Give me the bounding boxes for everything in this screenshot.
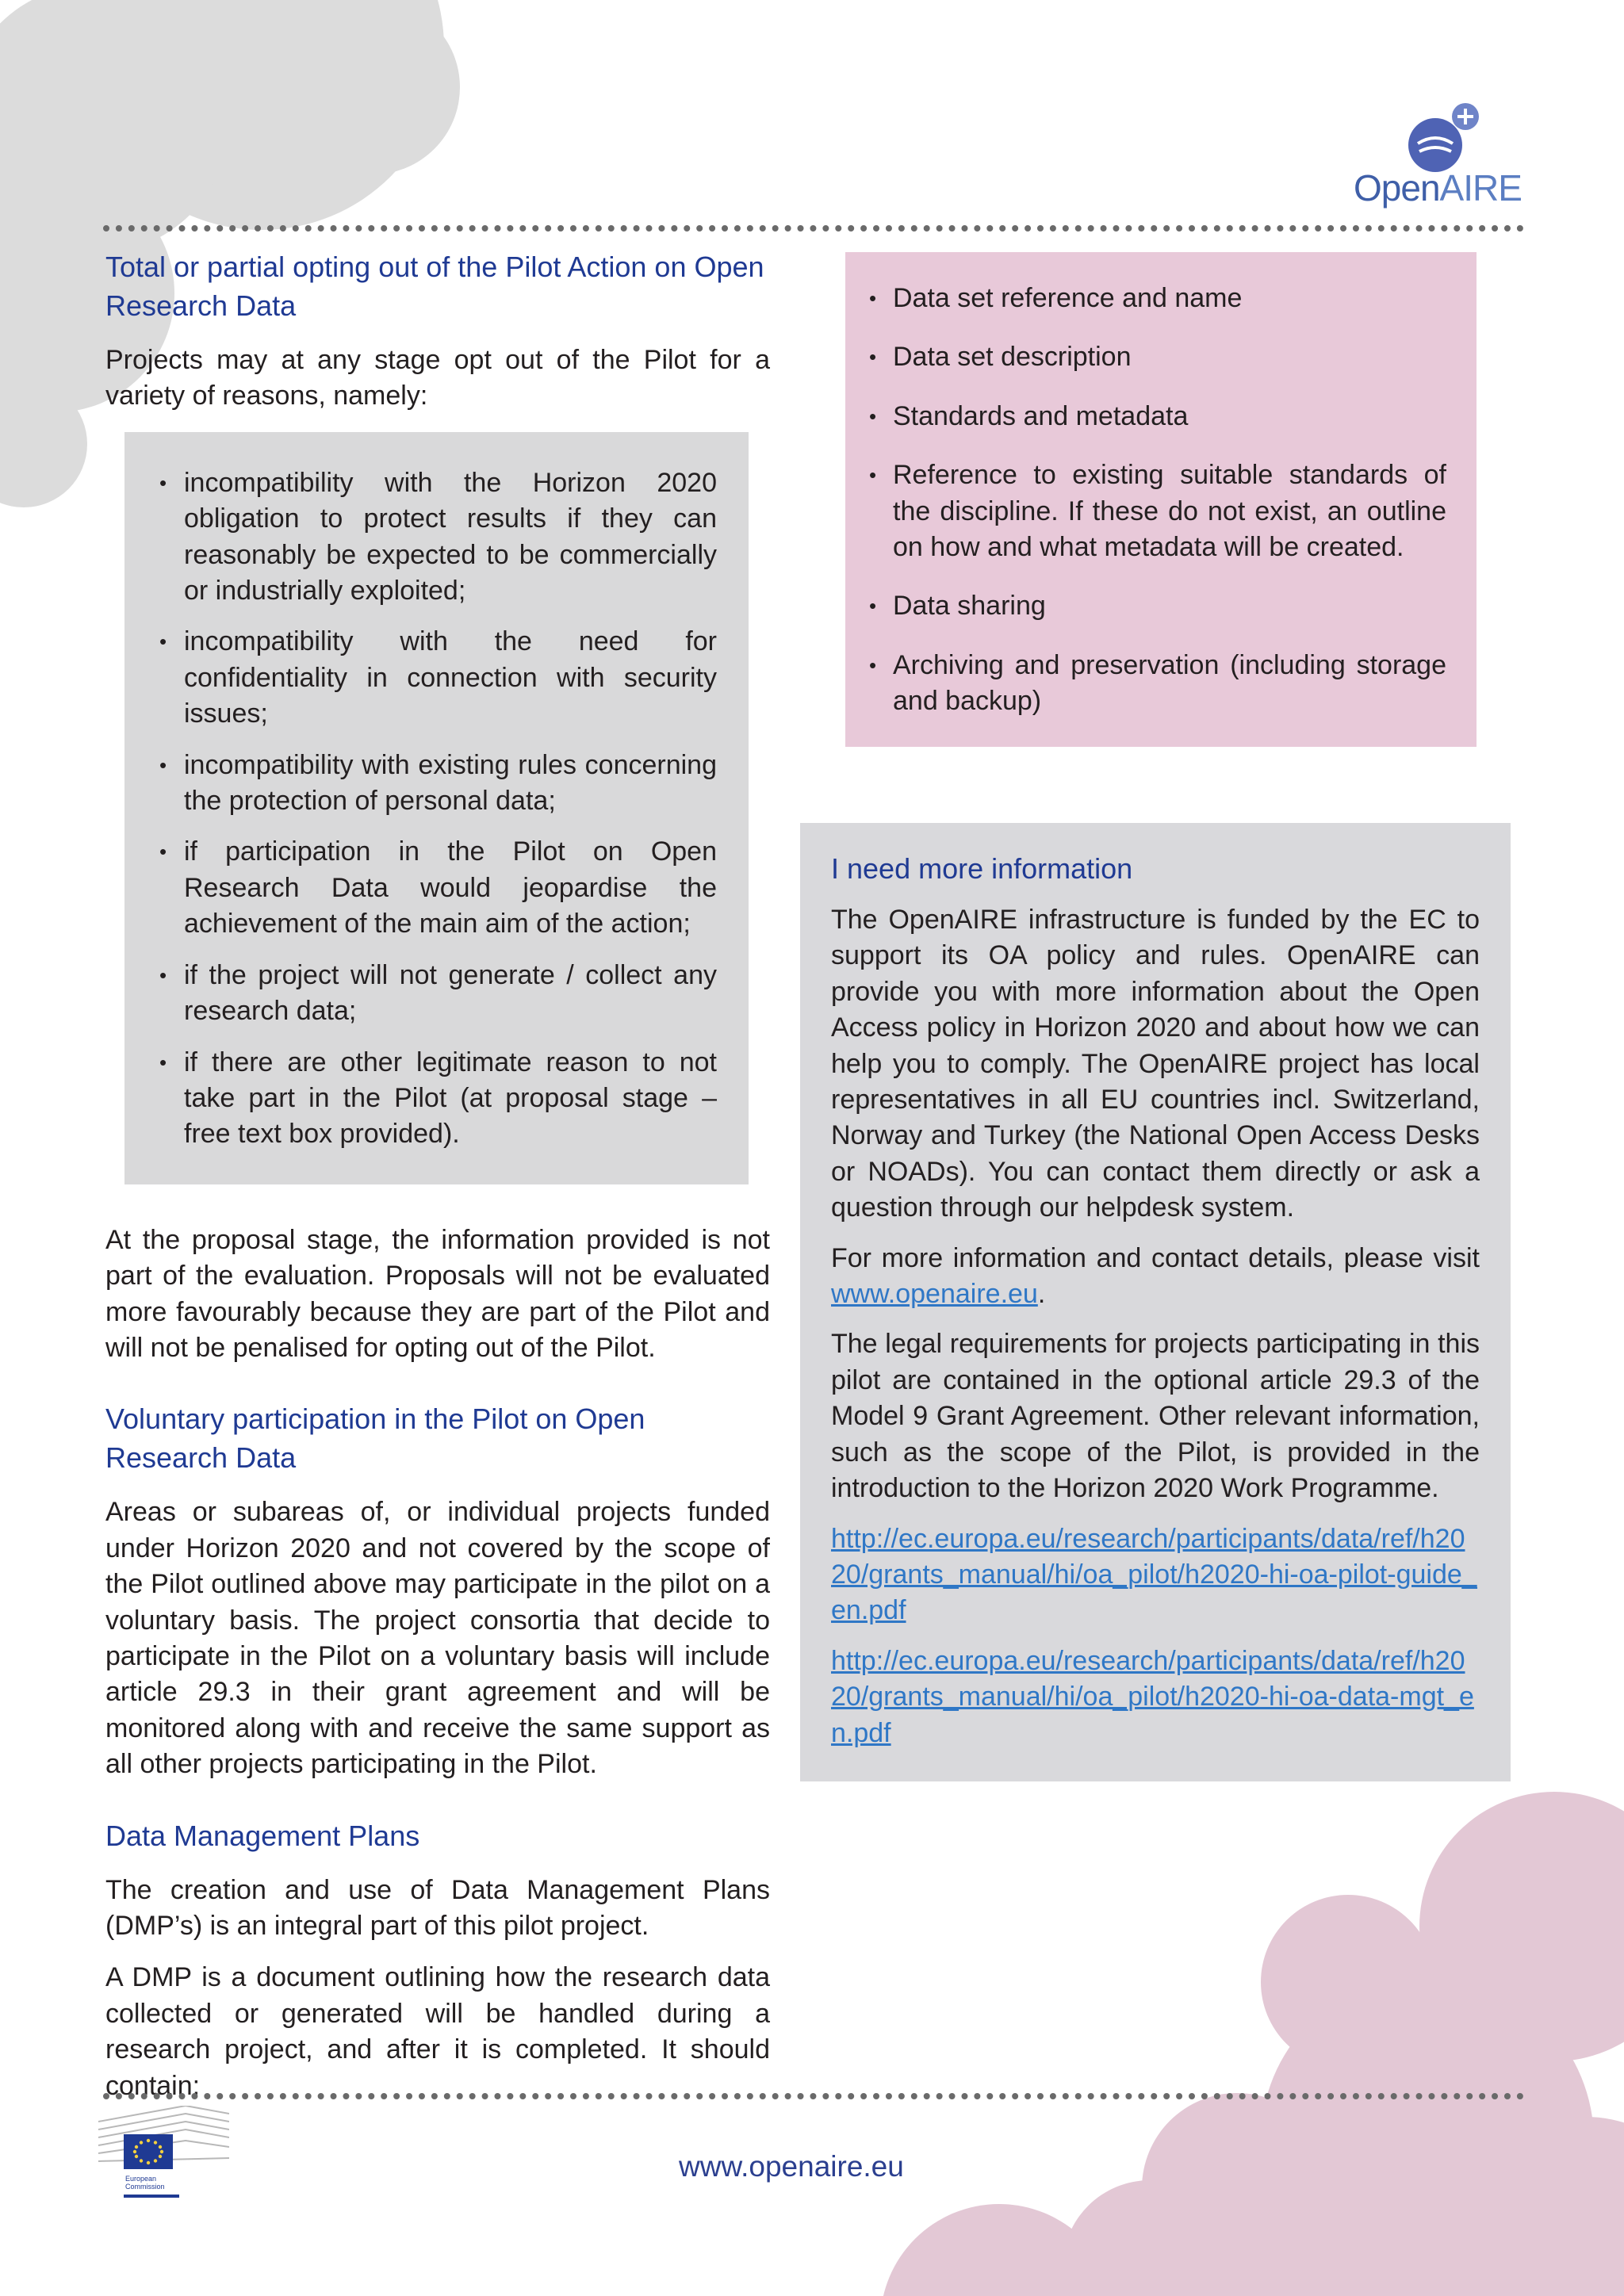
list-item: • Reference to existing suitable standards of the discipline. If these do not exist, an outline on how and what metadata will be created. bbox=[869, 457, 1446, 565]
list-item: • Data sharing bbox=[869, 588, 1446, 624]
logo-accent: AIRE bbox=[1439, 167, 1522, 209]
pilot-guide-link[interactable]: http://ec.europa.eu/research/participants/data/ref/h2020/grants_manual/hi/oa_pilot/h2020-hi-oa-pilot-guide_en.pdf bbox=[831, 1523, 1477, 1626]
contact-suffix: . bbox=[1037, 1279, 1046, 1310]
bottom-dotted-divider bbox=[103, 2093, 1524, 2099]
voluntary-heading: Voluntary participation in the Pilot on Open Research Data bbox=[105, 1402, 645, 1475]
list-item: • Data set description bbox=[869, 339, 1446, 375]
list-item: • incompatibility with the need for confidentiality in connection with security issues; bbox=[159, 624, 717, 732]
opt-out-reasons-box bbox=[124, 432, 749, 1184]
ec-label-line-2: Commission bbox=[125, 2183, 165, 2191]
dmp-paragraph-1: The creation and use of Data Management Plans (DMP’s) is an integral part of this pilot project. bbox=[105, 1874, 770, 1941]
list-item: • Standards and metadata bbox=[869, 399, 1446, 434]
more-information-box bbox=[800, 823, 1511, 1781]
dmp-heading: Data Management Plans bbox=[105, 1819, 420, 1852]
dmp-contents-list bbox=[869, 281, 1446, 720]
list-item: • Data set reference and name bbox=[869, 281, 1446, 316]
data-management-guide-link[interactable]: http://ec.europa.eu/research/participants/data/ref/h2020/grants_manual/hi/oa_pilot/h2020-hi-oa-data-mgt_en.pdf bbox=[831, 1645, 1474, 1748]
infrastructure-paragraph: The OpenAIRE infrastructure is funded by the EC to support its OA policy and rules. OpenAIRE can provide you with more information about the Open Access policy in Horizon 2020 and about how we can help you to comply. The OpenAIRE project has local representatives in all EU countries incl. Switzerland, Norway and Turkey (the National Open Access Desks or NOADs). You can contact them directly or ask a question through our helpdesk system. bbox=[831, 905, 1480, 1223]
opt-out-intro: Projects may at any stage opt out of the Pilot for a variety of reasons, namely: bbox=[105, 345, 770, 411]
data-mgt-link-paragraph bbox=[831, 1644, 1480, 1751]
list-item: • if there are other legitimate reason to not take part in the Pilot (at proposal stage – free text box provided). bbox=[159, 1045, 717, 1153]
pilot-guide-link-paragraph bbox=[831, 1521, 1480, 1629]
list-item: • if participation in the Pilot on Open Research Data would jeopardise the achievement of the main aim of the action; bbox=[159, 834, 717, 942]
list-item: • incompatibility with existing rules concerning the protection of personal data; bbox=[159, 748, 717, 820]
contact-prefix: For more information and contact details, please visit bbox=[831, 1242, 1480, 1273]
openaire-wordmark bbox=[1354, 166, 1522, 209]
list-item: • if the project will not generate / collect any research data; bbox=[159, 958, 717, 1030]
logo-main: Open bbox=[1354, 167, 1440, 209]
ec-label-line-1: European bbox=[125, 2175, 157, 2183]
opt-out-reasons-list bbox=[159, 465, 717, 1153]
top-dotted-divider bbox=[103, 225, 1524, 232]
list-item: • incompatibility with the Horizon 2020 obligation to protect results if they can reasonably be expected to be commercially or industrially exploited; bbox=[159, 465, 717, 610]
voluntary-paragraph: Areas or subareas of, or individual projects funded under Horizon 2020 and not covered by the scope of the Pilot outlined above may participate in the pilot on a voluntary basis. The project consortia that decide to participate in the Pilot on a voluntary basis will include article 29.3 in their grant agreement and will be monitored along with and receive the same support as all other projects participating in the Pilot. bbox=[105, 1497, 770, 1780]
footer-url: www.openaire.eu bbox=[679, 2150, 904, 2183]
list-item: • Archiving and preservation (including storage and backup) bbox=[869, 648, 1446, 720]
left-column bbox=[105, 247, 770, 2120]
openaire-website-link[interactable]: www.openaire.eu bbox=[831, 1279, 1038, 1310]
dmp-paragraph-2: A DMP is a document outlining how the research data collected or generated will be handled during a research project, and after it is completed. It should contain: bbox=[105, 1962, 770, 2101]
dmp-contents-box bbox=[845, 252, 1477, 747]
more-information-heading: I need more information bbox=[831, 852, 1133, 885]
opt-out-heading: Total or partial opting out of the Pilot Action on Open Research Data bbox=[105, 251, 764, 322]
contact-paragraph bbox=[831, 1241, 1480, 1313]
proposal-stage-paragraph: At the proposal stage, the information provided is not part of the evaluation. Proposals will not be evaluated more favourably because they are part of the Pilot and will not be penalised for opting out of the Pilot. bbox=[105, 1224, 770, 1363]
legal-requirements-paragraph: The legal requirements for projects participating in this pilot are contained in the optional article 29.3 of the Model 9 Grant Agreement. Other relevant information, such as the scope of the Pilot, is provided in the introduction to the Horizon 2020 Work Programme. bbox=[831, 1329, 1480, 1504]
european-commission-label bbox=[125, 2175, 165, 2191]
